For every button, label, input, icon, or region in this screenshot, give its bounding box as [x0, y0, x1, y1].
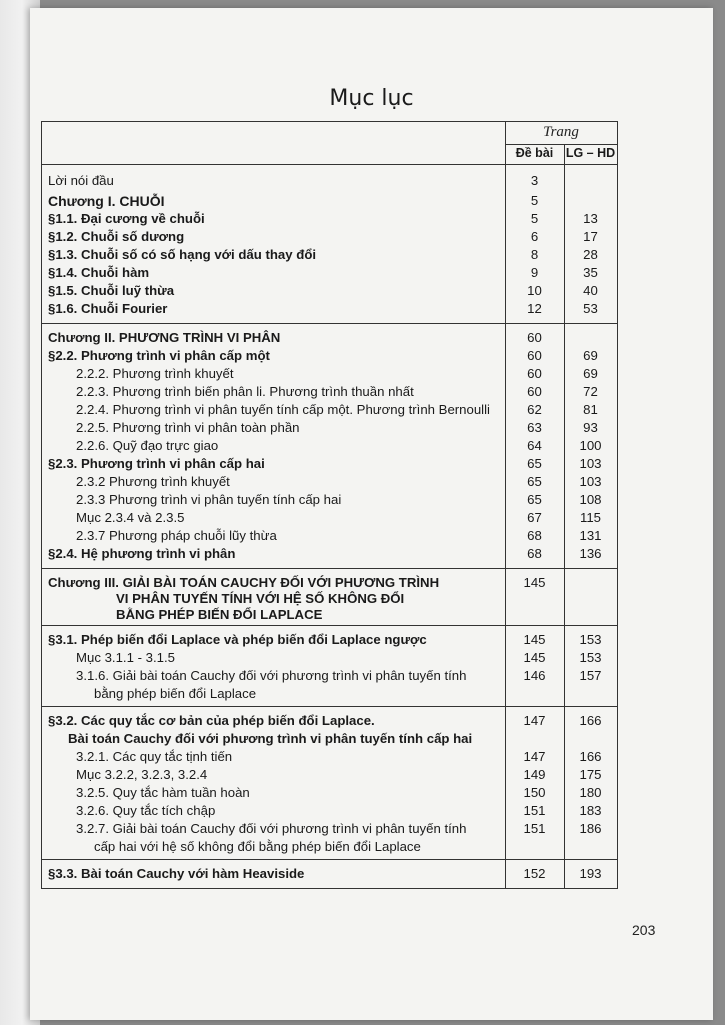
toc-entry	[42, 229, 617, 245]
toc-entry	[42, 686, 617, 702]
toc-page-de-bai: 60	[527, 366, 542, 381]
toc-entry	[42, 247, 617, 263]
toc-entry-title: bằng phép biến đổi Laplace	[94, 686, 257, 701]
toc-entry-title: Mục 3.2.2, 3.2.3, 3.2.4	[76, 767, 208, 782]
toc-entry-title: 2.3.3 Phương trình vi phân tuyến tính cấp hai	[76, 492, 342, 507]
toc-page-de-bai: 145	[523, 650, 546, 665]
toc-entry	[42, 839, 617, 855]
toc-entry-title: Mục 2.3.4 và 2.3.5	[76, 510, 185, 525]
toc-entry	[42, 384, 617, 400]
toc-page-de-bai: 65	[527, 492, 542, 507]
toc-page-de-bai: 3	[530, 173, 539, 188]
toc-entry-title: Chương II. PHƯƠNG TRÌNH VI PHÂN	[48, 330, 281, 345]
toc-page-lg-hd: 13	[583, 211, 598, 226]
toc-entry-title: 2.3.7 Phương pháp chuỗi lũy thừa	[76, 528, 277, 543]
toc-page-lg-hd: 17	[583, 229, 598, 244]
toc-entry	[42, 731, 617, 747]
toc-entry	[42, 510, 617, 526]
toc-page-de-bai: 151	[523, 821, 546, 836]
toc-entry-title: 3.1.6. Giải bài toán Cauchy đối với phương trình vi phân tuyến tính	[76, 668, 467, 683]
toc-page-lg-hd: 28	[583, 247, 598, 262]
toc-page-de-bai: 64	[527, 438, 542, 453]
toc-section	[42, 569, 617, 626]
toc-entry-title: §1.5. Chuỗi luỹ thừa	[48, 283, 175, 298]
toc-entry	[42, 803, 617, 819]
toc-page-lg-hd: 100	[579, 438, 602, 453]
toc-section	[42, 165, 617, 324]
header-trang: Trang	[543, 124, 579, 140]
page-number: 203	[632, 922, 656, 938]
toc-page-lg-hd: 186	[579, 821, 602, 836]
toc-entry-title: 2.2.2. Phương trình khuyết	[76, 366, 234, 381]
toc-entry	[42, 713, 617, 729]
toc-entry	[42, 173, 617, 189]
toc-entry	[42, 767, 617, 783]
toc-page-de-bai: 6	[530, 229, 539, 244]
toc-page-lg-hd: 103	[579, 474, 602, 489]
toc-entry-title: §2.4. Hệ phương trình vi phân	[48, 546, 236, 561]
toc-entry	[42, 366, 617, 382]
toc-page-lg-hd: 193	[579, 866, 602, 881]
toc-entry	[42, 492, 617, 508]
toc-page-lg-hd: 93	[583, 420, 598, 435]
toc-page-lg-hd: 103	[579, 456, 602, 471]
toc-page-de-bai: 60	[527, 384, 542, 399]
toc-entry	[42, 575, 617, 591]
toc-page-de-bai: 151	[523, 803, 546, 818]
toc-page-de-bai: 60	[527, 348, 542, 363]
toc-entry	[42, 211, 617, 227]
toc-entry-title: §2.3. Phương trình vi phân cấp hai	[48, 456, 265, 471]
toc-entry	[42, 402, 617, 418]
toc-page-de-bai: 146	[523, 668, 546, 683]
toc-entry-title: Chương III. GIẢI BÀI TOÁN CAUCHY ĐỐI VỚI PHƯƠNG TRÌNH	[48, 575, 440, 590]
toc-page-de-bai: 5	[530, 193, 539, 208]
toc-page-de-bai: 65	[527, 456, 542, 471]
toc-entry	[42, 528, 617, 544]
toc-entry-title: VI PHÂN TUYẾN TÍNH VỚI HỆ SỐ KHÔNG ĐỔI	[116, 591, 405, 606]
toc-entry	[42, 193, 617, 209]
toc-entry-title: §3.1. Phép biến đổi Laplace và phép biến đổi Laplace ngược	[48, 632, 427, 647]
toc-entry-title: cấp hai với hệ số không đổi bằng phép biến đổi Laplace	[94, 839, 421, 854]
header-lg-hd: LG – HD	[565, 146, 616, 160]
toc-page-de-bai: 62	[527, 402, 542, 417]
toc-entry	[42, 265, 617, 281]
toc-page-lg-hd: 157	[579, 668, 602, 683]
toc-page-lg-hd: 153	[579, 632, 602, 647]
toc-entry-title: §3.2. Các quy tắc cơ bản của phép biến đổi Laplace.	[48, 713, 375, 728]
toc-entry-title: 3.2.6. Quy tắc tích chập	[76, 803, 216, 818]
toc-entry-title: 3.2.1. Các quy tắc tịnh tiến	[76, 749, 233, 764]
toc-entry	[42, 420, 617, 436]
toc-entry	[42, 330, 617, 346]
toc-page-de-bai: 63	[527, 420, 542, 435]
toc-entry-title: §1.6. Chuỗi Fourier	[48, 301, 168, 316]
toc-entry	[42, 650, 617, 666]
toc-entry	[42, 301, 617, 317]
toc-entry	[42, 348, 617, 364]
toc-section	[42, 626, 617, 707]
toc-entry	[42, 591, 617, 607]
toc-page-de-bai: 152	[523, 866, 546, 881]
toc-entry	[42, 785, 617, 801]
toc-entry-title: 3.2.5. Quy tắc hàm tuần hoàn	[76, 785, 250, 800]
toc-entry-title: 3.2.7. Giải bài toán Cauchy đối với phương trình vi phân tuyến tính	[76, 821, 467, 836]
toc-entry-title: Lời nói đầu	[48, 173, 114, 188]
toc-page-lg-hd: 175	[579, 767, 602, 782]
column-header	[42, 122, 617, 165]
toc-section	[42, 707, 617, 860]
toc-entry	[42, 474, 617, 490]
toc-page-de-bai: 10	[527, 283, 542, 298]
toc-page-lg-hd: 72	[583, 384, 598, 399]
toc-entry	[42, 283, 617, 299]
toc-page-lg-hd: 180	[579, 785, 602, 800]
toc-page-lg-hd: 69	[583, 348, 598, 363]
toc-page-lg-hd: 35	[583, 265, 598, 280]
toc-page-de-bai: 149	[523, 767, 546, 782]
header-de-bai: Đề bài	[515, 146, 554, 160]
toc-entry	[42, 866, 617, 882]
toc-page-de-bai: 145	[523, 632, 546, 647]
toc-page-de-bai: 9	[530, 265, 539, 280]
toc-entry	[42, 749, 617, 765]
toc-page-de-bai: 147	[523, 713, 546, 728]
toc-entry-title: §1.2. Chuỗi số dương	[48, 229, 185, 244]
toc-page-lg-hd: 81	[583, 402, 598, 417]
toc-entry-title: Mục 3.1.1 - 3.1.5	[76, 650, 175, 665]
toc-entry	[42, 546, 617, 562]
toc-page-lg-hd: 166	[579, 749, 602, 764]
toc-page-de-bai: 67	[527, 510, 542, 525]
toc-entry-title: §1.4. Chuỗi hàm	[48, 265, 150, 280]
toc-entry-title: BẰNG PHÉP BIẾN ĐỔI LAPLACE	[116, 607, 323, 622]
toc-entry	[42, 632, 617, 648]
toc-entry-title: 2.2.5. Phương trình vi phân toàn phần	[76, 420, 300, 435]
toc-entry-title: §1.3. Chuỗi số có số hạng với dấu thay đổi	[48, 247, 317, 262]
toc-page-lg-hd: 108	[579, 492, 602, 507]
toc-page-lg-hd: 153	[579, 650, 602, 665]
toc-entry-title: §2.2. Phương trình vi phân cấp một	[48, 348, 270, 363]
toc-entry-title: §3.3. Bài toán Cauchy với hàm Heaviside	[48, 866, 305, 881]
toc-page-de-bai: 5	[530, 211, 539, 226]
toc-page-de-bai: 8	[530, 247, 539, 262]
toc-body	[42, 165, 617, 888]
toc-page-de-bai: 12	[527, 301, 542, 316]
toc-page-de-bai: 65	[527, 474, 542, 489]
toc-entry	[42, 668, 617, 684]
toc-entry-title: 2.3.2 Phương trình khuyết	[76, 474, 230, 489]
toc-page-de-bai: 147	[523, 749, 546, 764]
toc-entry-title: 2.2.6. Quỹ đạo trực giao	[76, 438, 219, 453]
toc-entry-title: §1.1. Đại cương về chuỗi	[48, 211, 205, 226]
toc-entry	[42, 456, 617, 472]
toc-page-lg-hd: 40	[583, 283, 598, 298]
toc-section	[42, 324, 617, 569]
toc-entry	[42, 438, 617, 454]
toc-page-lg-hd: 136	[579, 546, 602, 561]
toc-page-de-bai: 145	[523, 575, 546, 590]
toc-entry	[42, 821, 617, 837]
toc-page-lg-hd: 166	[579, 713, 602, 728]
toc-entry-title: 2.2.3. Phương trình biến phân li. Phương trình thuần nhất	[76, 384, 414, 399]
page-title: Mục lục	[329, 86, 414, 111]
toc-entry-title: Chương I. CHUỖI	[48, 193, 165, 209]
toc-page-lg-hd: 131	[579, 528, 602, 543]
toc-page-lg-hd: 53	[583, 301, 598, 316]
toc-entry-title: 2.2.4. Phương trình vi phân tuyến tính cấp một. Phương trình Bernoulli	[76, 402, 490, 417]
toc-page-de-bai: 60	[527, 330, 542, 345]
toc-section	[42, 860, 617, 888]
toc-page-de-bai: 68	[527, 546, 542, 561]
toc-page-lg-hd: 69	[583, 366, 598, 381]
table-of-contents	[41, 121, 618, 889]
toc-page-de-bai: 150	[523, 785, 546, 800]
toc-page-de-bai: 68	[527, 528, 542, 543]
toc-page-lg-hd: 183	[579, 803, 602, 818]
toc-entry-title: Bài toán Cauchy đối với phương trình vi phân tuyến tính cấp hai	[68, 731, 473, 746]
toc-page-lg-hd: 115	[579, 510, 602, 525]
toc-entry	[42, 607, 617, 623]
